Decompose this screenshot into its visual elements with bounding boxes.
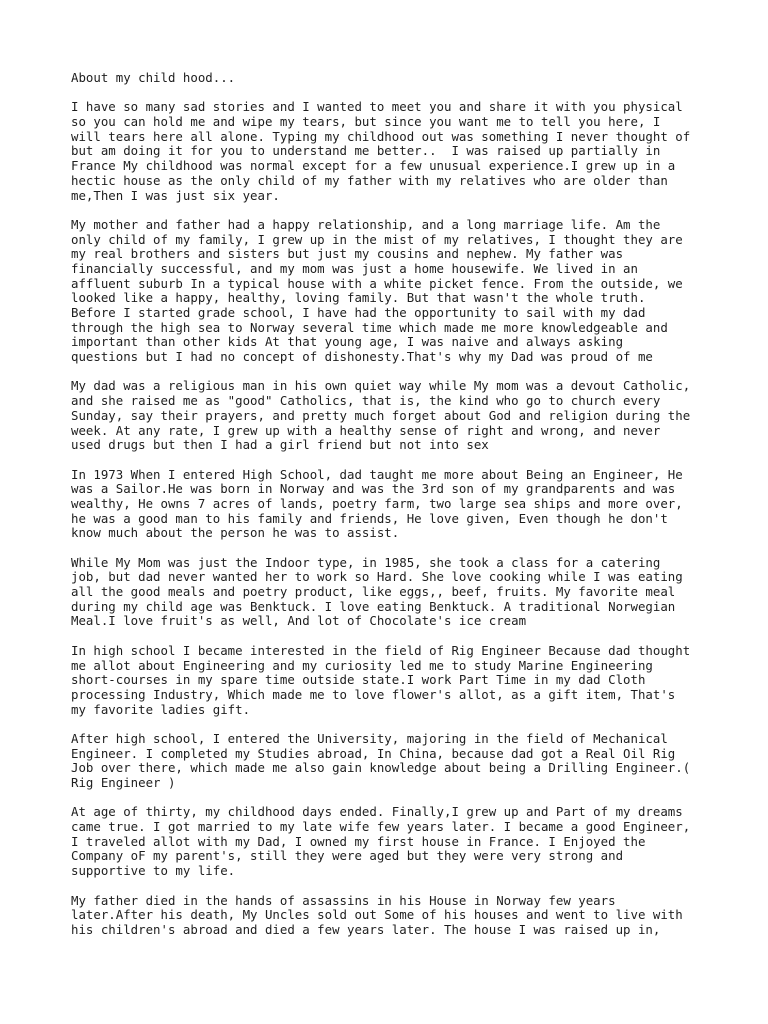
text-line: wealthy, He owns 7 acres of lands, poetry farm, two large sea ships and more over, bbox=[71, 495, 683, 511]
text-line: know much about the person he was to assist. bbox=[71, 525, 400, 541]
text-line: Company oF my parent's, still they were aged but they were very strong and bbox=[71, 848, 624, 864]
paragraph bbox=[71, 894, 731, 938]
text-line: short-courses in my spare time outside state.I work Part Time in my dad Cloth bbox=[71, 672, 646, 688]
text-line: My mother and father had a happy relationship, and a long marriage life. Am the bbox=[71, 216, 661, 232]
paragraph bbox=[71, 379, 731, 452]
text-line: will tears here all alone. Typing my childhood out was something I never thought of bbox=[71, 128, 691, 144]
text-line: hectic house as the only child of my father with my relatives who are older than bbox=[71, 172, 668, 188]
paragraph bbox=[71, 100, 731, 203]
text-line: but am doing it for you to understand me better.. I was raised up partially in bbox=[71, 143, 661, 159]
text-line: My father died in the hands of assassins in his House in Norway few years bbox=[71, 892, 616, 908]
text-line: Sunday, say their prayers, and pretty much forget about God and religion during the bbox=[71, 407, 691, 423]
text-line: used drugs but then I had a girl friend but not into sex bbox=[71, 437, 489, 453]
text-line: through the high sea to Norway several time which made me more knowledgeable and bbox=[71, 319, 668, 335]
text-line: job, but dad never wanted her to work so Hard. She love cooking while I was eating bbox=[71, 569, 683, 585]
text-line: In 1973 When I entered High School, dad taught me more about Being an Engineer, He bbox=[71, 466, 683, 482]
text-line: was a Sailor.He was born in Norway and was the 3rd son of my grandparents and was bbox=[71, 481, 676, 497]
paragraph bbox=[71, 644, 731, 717]
text-line: Rig Engineer ) bbox=[71, 775, 176, 791]
text-line: he was a good man to his family and friends, He love given, Even though he don't bbox=[71, 510, 668, 526]
text-line: financially successful, and my mom was just a home housewife. We lived in an bbox=[71, 260, 638, 276]
text-line: came true. I got married to my late wife few years later. I became a good Engineer, bbox=[71, 819, 691, 835]
paragraph bbox=[71, 468, 731, 541]
text-line: all the good meals and poetry product, like eggs,, beef, fruits. My favorite meal bbox=[71, 584, 676, 600]
text-line: looked like a happy, healthy, loving family. But that wasn't the whole truth. bbox=[71, 290, 646, 306]
text-line: supportive to my life. bbox=[71, 863, 236, 879]
document-body bbox=[71, 100, 731, 937]
paragraph bbox=[71, 732, 731, 791]
text-line: later.After his death, My Uncles sold out Some of his houses and went to live with bbox=[71, 907, 683, 923]
text-line: Job over there, which made me also gain knowledge about being a Drilling Engineer.( bbox=[71, 760, 691, 776]
text-line: While My Mom was just the Indoor type, in 1985, she took a class for a catering bbox=[71, 554, 661, 570]
document-page bbox=[71, 71, 731, 952]
document-title: About my child hood... bbox=[71, 70, 236, 85]
text-line: my real brothers and sisters but just my cousins and nephew. My father was bbox=[71, 246, 624, 262]
text-line: week. At any rate, I grew up with a healthy sense of right and wrong, and never bbox=[71, 422, 661, 438]
text-line: my favorite ladies gift. bbox=[71, 701, 251, 717]
text-line: After high school, I entered the University, majoring in the field of Mechanical bbox=[71, 730, 668, 746]
text-line: In high school I became interested in the field of Rig Engineer Because dad thought bbox=[71, 642, 691, 658]
paragraph bbox=[71, 218, 731, 365]
text-line: My dad was a religious man in his own quiet way while My mom was a devout Catholic, bbox=[71, 378, 691, 394]
text-line: processing Industry, Which made me to love flower's allot, as a gift item, That's bbox=[71, 686, 676, 702]
text-line: Before I started grade school, I have had the opportunity to sail with my dad bbox=[71, 305, 646, 321]
text-line: so you can hold me and wipe my tears, but since you want me to tell you here, I bbox=[71, 114, 661, 130]
text-line: France My childhood was normal except for a few unusual experience.I grew up in a bbox=[71, 158, 676, 174]
text-line: me,Then I was just six year. bbox=[71, 187, 280, 203]
text-line: I traveled allot with my Dad, I owned my first house in France. I Enjoyed the bbox=[71, 833, 646, 849]
text-line: At age of thirty, my childhood days ended. Finally,I grew up and Part of my dreams bbox=[71, 804, 683, 820]
text-line: important than other kids At that young age, I was naive and always asking bbox=[71, 334, 624, 350]
text-line: Engineer. I completed my Studies abroad, In China, because dad got a Real Oil Rig bbox=[71, 745, 676, 761]
paragraph bbox=[71, 805, 731, 878]
text-line: his children's abroad and died a few years later. The house I was raised up in, bbox=[71, 921, 661, 937]
text-line: I have so many sad stories and I wanted to meet you and share it with you physical bbox=[71, 99, 683, 115]
text-line: questions but I had no concept of dishonesty.That's why my Dad was proud of me bbox=[71, 349, 653, 365]
text-line: only child of my family, I grew up in the mist of my relatives, I thought they are bbox=[71, 231, 683, 247]
text-line: me allot about Engineering and my curiosity led me to study Marine Engineering bbox=[71, 657, 653, 673]
text-line: during my child age was Benktuck. I love eating Benktuck. A traditional Norwegian bbox=[71, 598, 676, 614]
text-line: affluent suburb In a typical house with a white picket fence. From the outside, we bbox=[71, 275, 683, 291]
text-line: and she raised me as "good" Catholics, that is, the kind who go to church every bbox=[71, 393, 661, 409]
text-line: Meal.I love fruit's as well, And lot of Chocolate's ice cream bbox=[71, 613, 527, 629]
paragraph bbox=[71, 556, 731, 629]
